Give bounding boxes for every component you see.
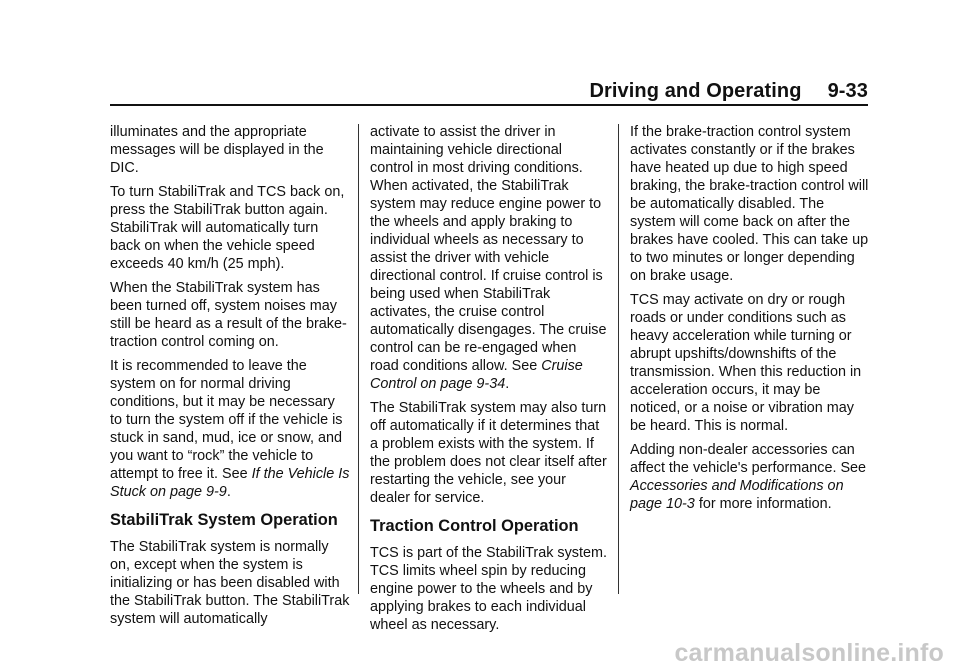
paragraph bbox=[630, 441, 870, 513]
paragraph: TCS may activate on dry or rough roads or under conditions such as heavy acceleration while turning or abrupt upshifts/downshifts of the transmission. When this reduction in acceleration occurs, it may be noticed, or a noise or vibration may be heard. This is normal. bbox=[630, 292, 862, 434]
section-heading: StabiliTrak System Operation bbox=[110, 511, 338, 529]
paragraph-text: It is recommended to leave the system on for normal driving conditions, but it may be necessary to turn the system off if the vehicle is stuck in sand, mud, ice or snow, and you want to “rock” the vehicle to attempt to free it. See bbox=[110, 358, 343, 482]
paragraph-end: . bbox=[505, 376, 510, 392]
column-2 bbox=[370, 123, 607, 640]
column-3 bbox=[630, 123, 870, 519]
header-rule bbox=[110, 104, 868, 106]
paragraph-text: activate to assist the driver in maintaining vehicle directional control in most driving conditions. When activated, the StabiliTrak system may reduce engine power to the wheels and apply braking to individual wheels as necessary to assist the driver with vehicle directional control. If cruise control is being used when StabiliTrak activates, the cruise control automatically disengages. The cruise control can be re-engaged when road conditions allow. See bbox=[370, 124, 607, 374]
column-1 bbox=[110, 123, 350, 634]
paragraph bbox=[110, 357, 350, 501]
paragraph bbox=[370, 123, 607, 393]
cross-reference-link[interactable]: If the Vehicle Is Stuck on page 9-9 bbox=[110, 466, 350, 500]
page-header bbox=[589, 80, 868, 103]
paragraph: To turn StabiliTrak and TCS back on, press the StabiliTrak button again. StabiliTrak will automatically turn back on when the vehicle speed exceeds 40 km/h (25 mph). bbox=[110, 184, 345, 272]
paragraph-end: for more information. bbox=[694, 496, 832, 512]
paragraph: The StabiliTrak system is normally on, except when the system is initializing or has been disabled with the StabiliTrak button. The StabiliTrak system will automatically bbox=[110, 539, 350, 627]
section-title: Driving and Operating bbox=[589, 80, 802, 102]
paragraph: illuminates and the appropriate messages will be displayed in the DIC. bbox=[110, 124, 324, 176]
cross-reference-link[interactable]: Accessories and Modifications on page 10-3 bbox=[630, 478, 844, 512]
watermark: carmanualsonline.info bbox=[674, 639, 944, 667]
paragraph: If the brake-traction control system activates constantly or if the brakes have heated up due to high speed braking, the brake-traction control will be automatically disabled. The system will come back on after the brakes have cooled. This can take up to two minutes or longer depending on brake usage. bbox=[630, 124, 869, 284]
paragraph-text: Adding non-dealer accessories can affect the vehicle's performance. See bbox=[630, 442, 867, 476]
paragraph: The StabiliTrak system may also turn off automatically if it determines that a problem exists with the system. If the problem does not clear itself after restarting the vehicle, see your dealer for service. bbox=[370, 400, 607, 506]
paragraph: TCS is part of the StabiliTrak system. TCS limits wheel spin by reducing engine power to the wheels and by applying brakes to each individual wheel as necessary. bbox=[370, 545, 607, 633]
page-number: 9-33 bbox=[827, 80, 868, 102]
paragraph-end: . bbox=[226, 484, 231, 500]
column-divider-2 bbox=[618, 124, 619, 594]
cross-reference-link[interactable]: Cruise Control on page 9-34 bbox=[370, 358, 583, 392]
paragraph: When the StabiliTrak system has been turned off, system noises may still be heard as a result of the brake-traction control coming on. bbox=[110, 280, 347, 350]
section-heading: Traction Control Operation bbox=[370, 517, 579, 535]
column-divider-1 bbox=[358, 124, 359, 594]
